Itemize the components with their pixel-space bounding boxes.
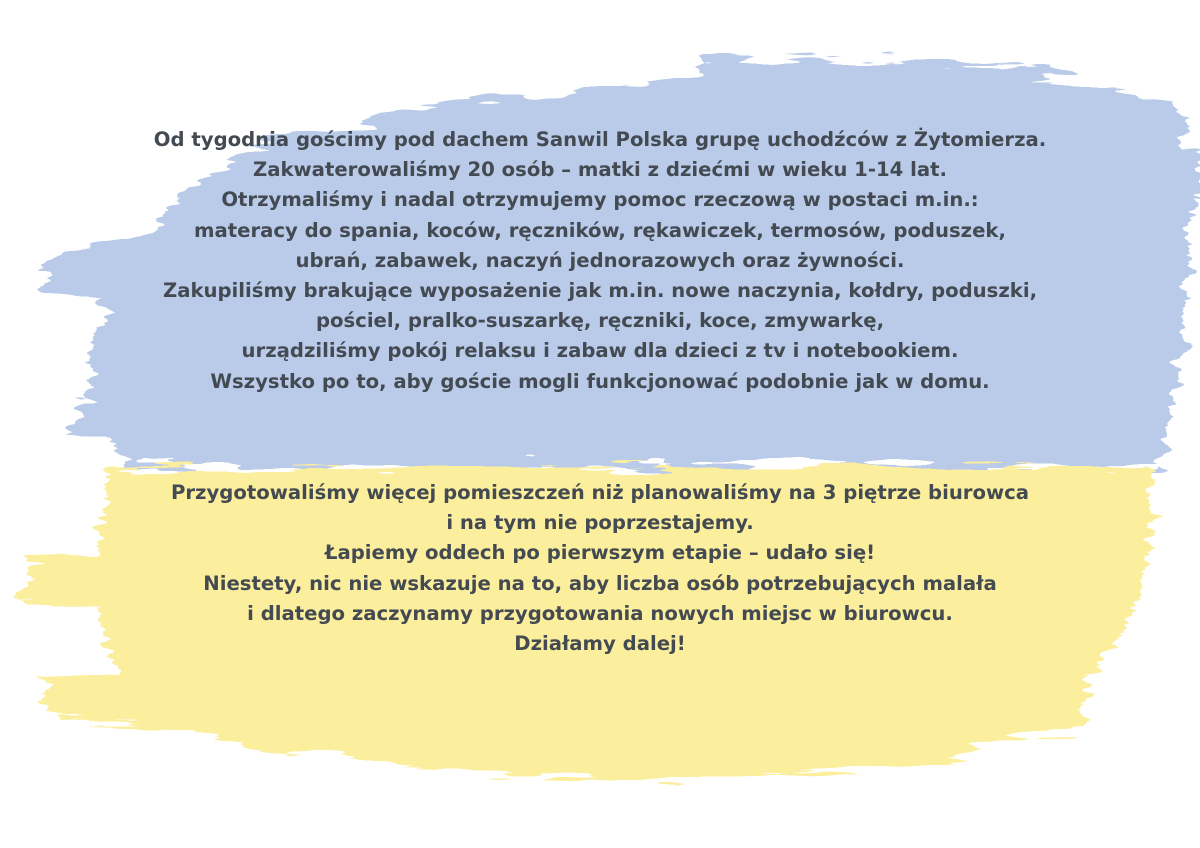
text-line: Otrzymaliśmy i nadal otrzymujemy pomoc rzeczową w postaci m.in.: [221, 188, 979, 212]
text-line: Zakwaterowaliśmy 20 osób – matki z dziećmi w wieku 1-14 lat. [252, 158, 948, 182]
text-line: materacy do spania, koców, ręczników, rękawiczek, termosów, poduszek, [194, 218, 1006, 242]
text-line: i na tym nie poprzestajemy. [446, 511, 754, 535]
paragraph-next-steps [0, 478, 1200, 659]
text-line: Niestety, nic nie wskazuje na to, aby liczba osób potrzebujących malała [203, 571, 997, 595]
text-line: i dlatego zaczynamy przygotowania nowych miejsc w biurowcu. [247, 601, 953, 625]
paragraph-hosting-refugees [0, 125, 1200, 397]
text-line: Od tygodnia gościmy pod dachem Sanwil Polska grupę uchodźców z Żytomierza. [153, 128, 1047, 151]
text-line: Przygotowaliśmy więcej pomieszczeń niż planowaliśmy na 3 piętrze biurowca [170, 481, 1030, 504]
text-line: Łapiemy oddech po pierwszym etapie – udało się! [324, 541, 876, 565]
text-line: Zakupiliśmy brakujące wyposażenie jak m.in. nowe naczynia, kołdry, poduszki, [162, 279, 1038, 303]
text-line: pościel, pralko-suszarkę, ręczniki, koce, zmywarkę, [315, 309, 885, 333]
text-line: ubrań, zabawek, naczyń jednorazowych oraz żywności. [295, 248, 905, 272]
text-line: Wszystko po to, aby goście mogli funkcjonować podobnie jak w domu. [210, 369, 990, 393]
text-line: Działamy dalej! [514, 632, 686, 656]
text-line: urządziliśmy pokój relaksu i zabaw dla dzieci z tv i notebookiem. [241, 339, 959, 363]
